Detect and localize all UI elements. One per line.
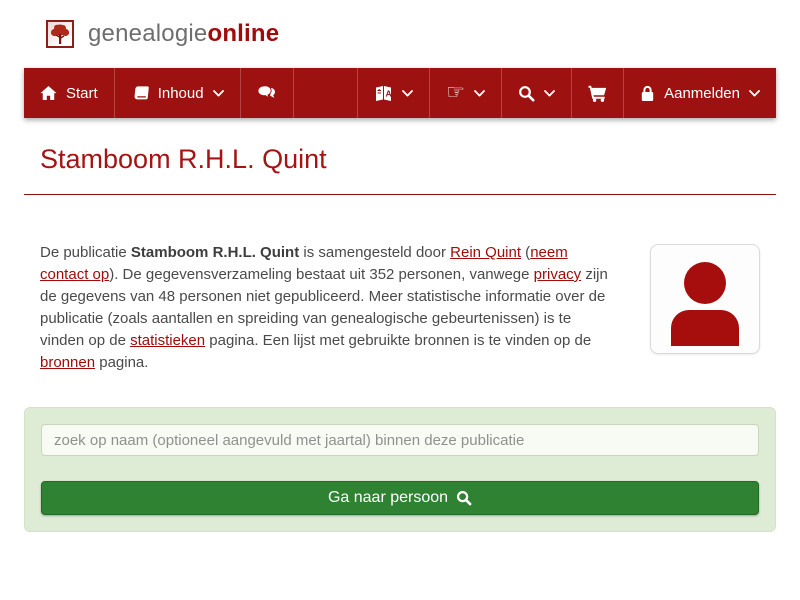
nav-item-messages[interactable] [241, 68, 294, 118]
hand-pointer-icon: ☞ [446, 80, 466, 104]
home-icon [40, 85, 57, 101]
go-to-person-label: Ga naar persoon [327, 489, 449, 506]
page-title: Stamboom R.H.L. Quint [40, 144, 327, 174]
intro-text: ). De gegevensverzameling bestaat uit 352 personen, vanwege [109, 266, 534, 283]
nav-inhoud-label: Inhoud [157, 84, 204, 102]
publication-summary-row [40, 242, 760, 374]
chevron-down-icon [544, 90, 555, 97]
nav-aanmelden-label: Aanmelden [664, 84, 740, 102]
tree-icon [48, 22, 72, 46]
site-header [0, 0, 800, 68]
brand-text-red: online [207, 20, 280, 47]
nav-item-inhoud[interactable] [115, 68, 241, 118]
intro-text: De publicatie [40, 244, 131, 261]
person-search-panel [24, 407, 776, 532]
intro-text: pagina. [95, 354, 149, 371]
search-input[interactable] [41, 424, 759, 456]
nav-start-label: Start [66, 84, 98, 102]
main-nav [24, 68, 776, 118]
search-icon [518, 85, 535, 102]
language-icon [374, 85, 393, 102]
nav-spacer [294, 68, 359, 118]
statistics-link[interactable]: statistieken [130, 332, 206, 349]
chevron-down-icon [474, 90, 485, 97]
chevron-down-icon [749, 90, 760, 97]
nav-item-search[interactable] [502, 68, 572, 118]
privacy-link[interactable]: privacy [533, 266, 582, 283]
chevron-down-icon [213, 90, 224, 97]
person-placeholder-icon [661, 262, 749, 346]
chat-icon [257, 85, 277, 101]
title-divider [24, 194, 776, 195]
nav-item-aanmelden[interactable] [624, 68, 776, 118]
main-content [0, 144, 800, 532]
intro-text: is samengesteld door [299, 244, 451, 261]
nav-item-start[interactable] [24, 68, 115, 118]
nav-item-recommend[interactable] [430, 68, 502, 118]
contact-link[interactable]: neem contact op [40, 244, 568, 283]
book-icon [131, 85, 149, 102]
sources-link[interactable]: bronnen [40, 354, 96, 371]
nav-item-cart[interactable] [572, 68, 624, 118]
avatar [650, 244, 760, 354]
svg-text:A: A [385, 88, 392, 98]
go-to-person-button[interactable] [41, 481, 759, 515]
cart-icon [588, 85, 607, 102]
brand-logo[interactable] [46, 20, 74, 48]
intro-text: ( [521, 244, 531, 261]
chevron-down-icon [402, 90, 413, 97]
intro-text: pagina. Een lijst met gebruikte bronnen is te vinden op de [205, 332, 592, 349]
intro-text: zijn de gegevens van 48 personen niet gepubliceerd. Meer statistische informatie over de publicatie (zoals aantallen en spreiding van genealogische gebeurtenissen) is te vinden op de [40, 266, 608, 349]
brand-wordmark[interactable] [88, 20, 279, 48]
publication-name: Stamboom R.H.L. Quint [130, 244, 300, 261]
search-icon [456, 490, 472, 506]
author-link[interactable]: Rein Quint [450, 244, 522, 261]
lock-icon [640, 85, 655, 102]
nav-item-language[interactable] [358, 68, 430, 118]
publication-intro [40, 242, 618, 374]
brand-text-gray: genealogie [88, 20, 208, 47]
